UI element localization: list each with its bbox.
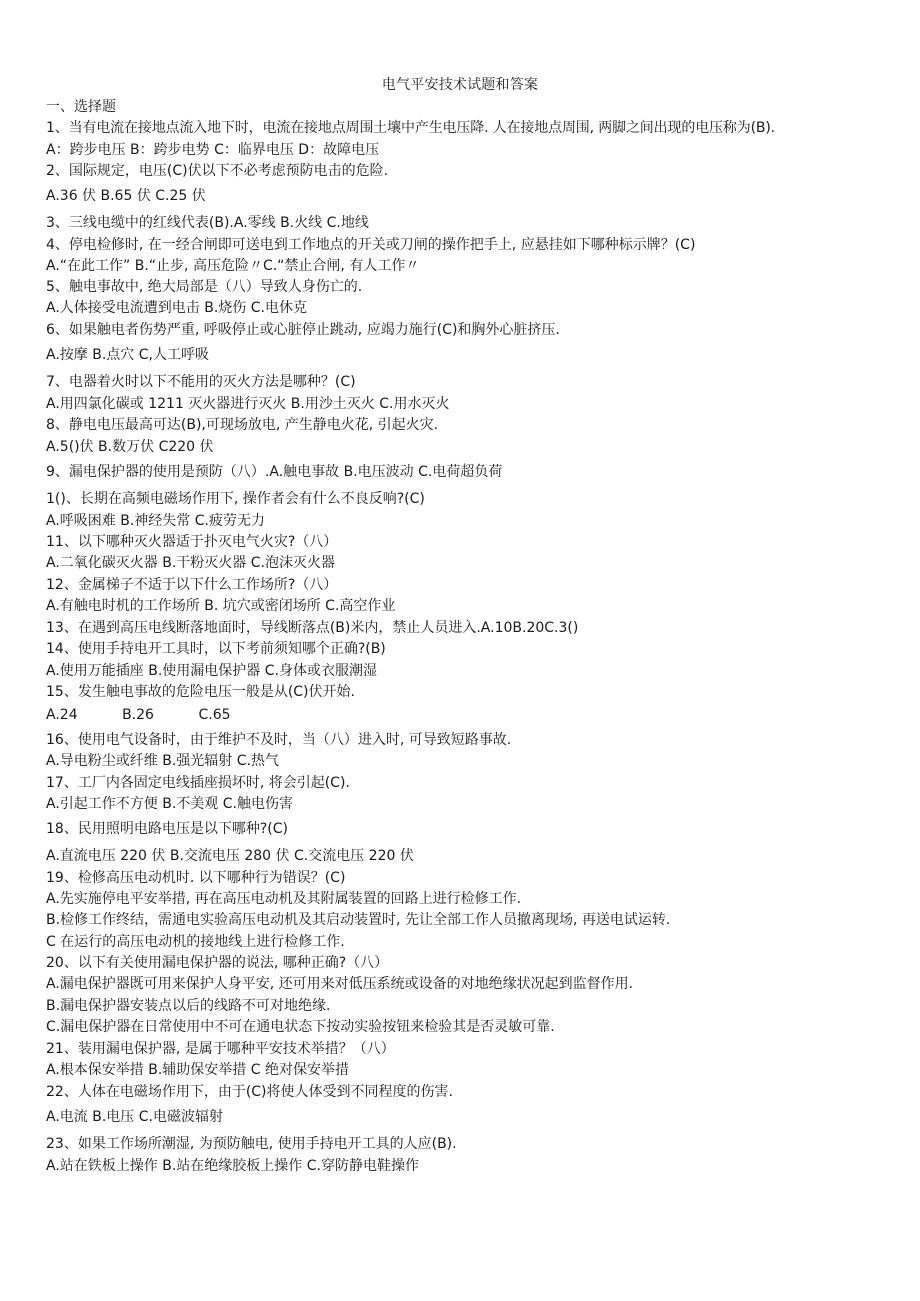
- text-line: A.有触电时机的工作场所 B. 坑穴或密闭场所 C.高空作业: [46, 598, 396, 614]
- text-line: 13、在遇到高压电线断落地面时，导线断落点(B)米内，禁止人员进入.A.10B.20C.3(): [46, 620, 579, 636]
- text-line: B.检修工作终结，需通电实验高压电动机及其启动装置时, 先让全部工作人员撤离现场, 再送电试运转.: [46, 912, 671, 928]
- text-line: 19、检修高压电动机时. 以下哪种行为错误？(C): [46, 870, 346, 886]
- text-line: A.36 伏 B.65 伏 C.25 伏: [46, 188, 206, 204]
- text-line: A.引起工作不方便 B.不美观 C.触电伤害: [46, 796, 293, 812]
- text-line: A.24 B.26 C.65: [46, 707, 231, 723]
- text-line: A.使用万能插座 B.使用漏电保护器 C.身体或衣服潮湿: [46, 663, 377, 679]
- text-line: 8、静电电压最高可达(B),可现场放电, 产生静电火花, 引起火灾.: [46, 417, 439, 433]
- text-line: A.直流电压 220 伏 B.交流电压 280 伏 C.交流电压 220 伏: [46, 848, 414, 864]
- text-line: 15、发生触电事故的危险电压一般是从(C)伏开始.: [46, 684, 355, 700]
- text-line: 9、漏电保护器的使用是预防（八）.A.触电事故 B.电压波动 C.电荷超负荷: [46, 464, 503, 480]
- text-line: A.二氧化碳灭火器 B.干粉灭火器 C.泡沫灭火器: [46, 555, 335, 571]
- text-line: A.站在铁板上操作 B.站在绝缘胶板上操作 C.穿防静电鞋操作: [46, 1158, 419, 1174]
- text-line: 18、民用照明电路电压是以下哪种?(C): [46, 821, 288, 837]
- text-line: 7、电器着火时以下不能用的灭火方法是哪种？(C): [46, 374, 356, 390]
- text-line: A.根本保安举措 B.辅助保安举措 C 绝对保安举措: [46, 1062, 349, 1078]
- text-line: 1、当有电流在接地点流入地下时，电流在接地点周围土壤中产生电压降. 人在接地点周围, 两脚之间出现的电压称为(B).: [46, 120, 775, 136]
- text-line: 2、国际规定，电压(C)伏以下不必考虑预防电击的危险.: [46, 163, 389, 179]
- text-line: A.电流 B.电压 C.电磁波辐射: [46, 1109, 223, 1125]
- text-line: A：跨步电压 B：跨步电势 C：临界电压 D：故障电压: [46, 142, 380, 158]
- text-line: A.导电粉尘或纤维 B.强光辐射 C.热气: [46, 753, 279, 769]
- text-line: 21、装用漏电保护器, 是属于哪种平安技术举措？（八）: [46, 1041, 395, 1057]
- text-line: A.人体接受电流遭到电击 B.烧伤 C.电休克: [46, 300, 307, 316]
- text-line: 17、工厂内各固定电线插座损坏时, 将会引起(C).: [46, 775, 350, 791]
- text-line: C.漏电保护器在日常使用中不可在通电状态下按动实验按钮来检验其是否灵敏可靠.: [46, 1019, 555, 1035]
- text-line: 23、如果工作场所潮湿, 为预防触电, 使用手持电开工具的人应(B).: [46, 1136, 457, 1152]
- text-line: 14、使用手持电开工具时，以下考前须知哪个正确?(B): [46, 641, 386, 657]
- text-line: B.漏电保护器安装点以后的线路不可对地绝缘.: [46, 998, 331, 1014]
- text-line: 20、以下有关使用漏电保护器的说法, 哪种正确?（八）: [46, 955, 389, 971]
- text-line: A.5()伏 B.数万伏 C220 伏: [46, 439, 214, 455]
- text-line: 11、以下哪种灭火器适于扑灭电气火灾?（八）: [46, 534, 338, 550]
- text-line: 6、如果触电者伤势严重, 呼吸停止或心脏停止跳动, 应竭力施行(C)和胸外心脏挤压.: [46, 322, 560, 338]
- text-line: 5、触电事故中, 绝大局部是（八）导致人身伤亡的.: [46, 279, 363, 295]
- text-line: 22、人体在电磁场作用下，由于(C)将使人体受到不同程度的伤害.: [46, 1084, 453, 1100]
- page-title: 电气平安技术试题和答案: [381, 77, 539, 93]
- section-heading: 一、选择题: [46, 99, 116, 115]
- text-line: 4、停电检修时, 在一经合闸即可送电到工作地点的开关或刀闸的操作把手上, 应悬挂如下哪种标示牌？(C): [46, 237, 696, 253]
- text-line: A.呼吸困难 B.神经失常 C.疲劳无力: [46, 513, 265, 529]
- text-line: 16、使用电气设备时，由于维护不及时，当（八）进入时, 可导致短路事故.: [46, 732, 512, 748]
- text-line: A.按摩 B.点穴 C,人工呼吸: [46, 347, 209, 363]
- text-line: 3、三线电缆中的红线代表(B).A.零线 B.火线 C.地线: [46, 215, 369, 231]
- text-line: A.漏电保护器既可用来保护人身平安, 还可用来对低压系统或设备的对地绝缘状况起到监督作用.: [46, 976, 634, 992]
- text-line: A.用四氯化碳或 1211 灭火器进行灭火 B.用沙土灭火 C.用水灭火: [46, 396, 450, 412]
- text-line: C 在运行的高压电动机的接地线上进行检修工作.: [46, 934, 345, 950]
- text-line: 12、金属梯子不适于以下什么工作场所?（八）: [46, 577, 338, 593]
- text-line: 1()、长期在高频电磁场作用下, 操作者会有什么不良反响?(C): [46, 491, 425, 507]
- text-line: A.先实施停电平安举措, 再在高压电动机及其附属装置的回路上进行检修工作.: [46, 891, 522, 907]
- text-line: A.“在此工作” B.“止步, 高压危险〃C.“禁止合闸, 有人工作〃: [46, 258, 420, 274]
